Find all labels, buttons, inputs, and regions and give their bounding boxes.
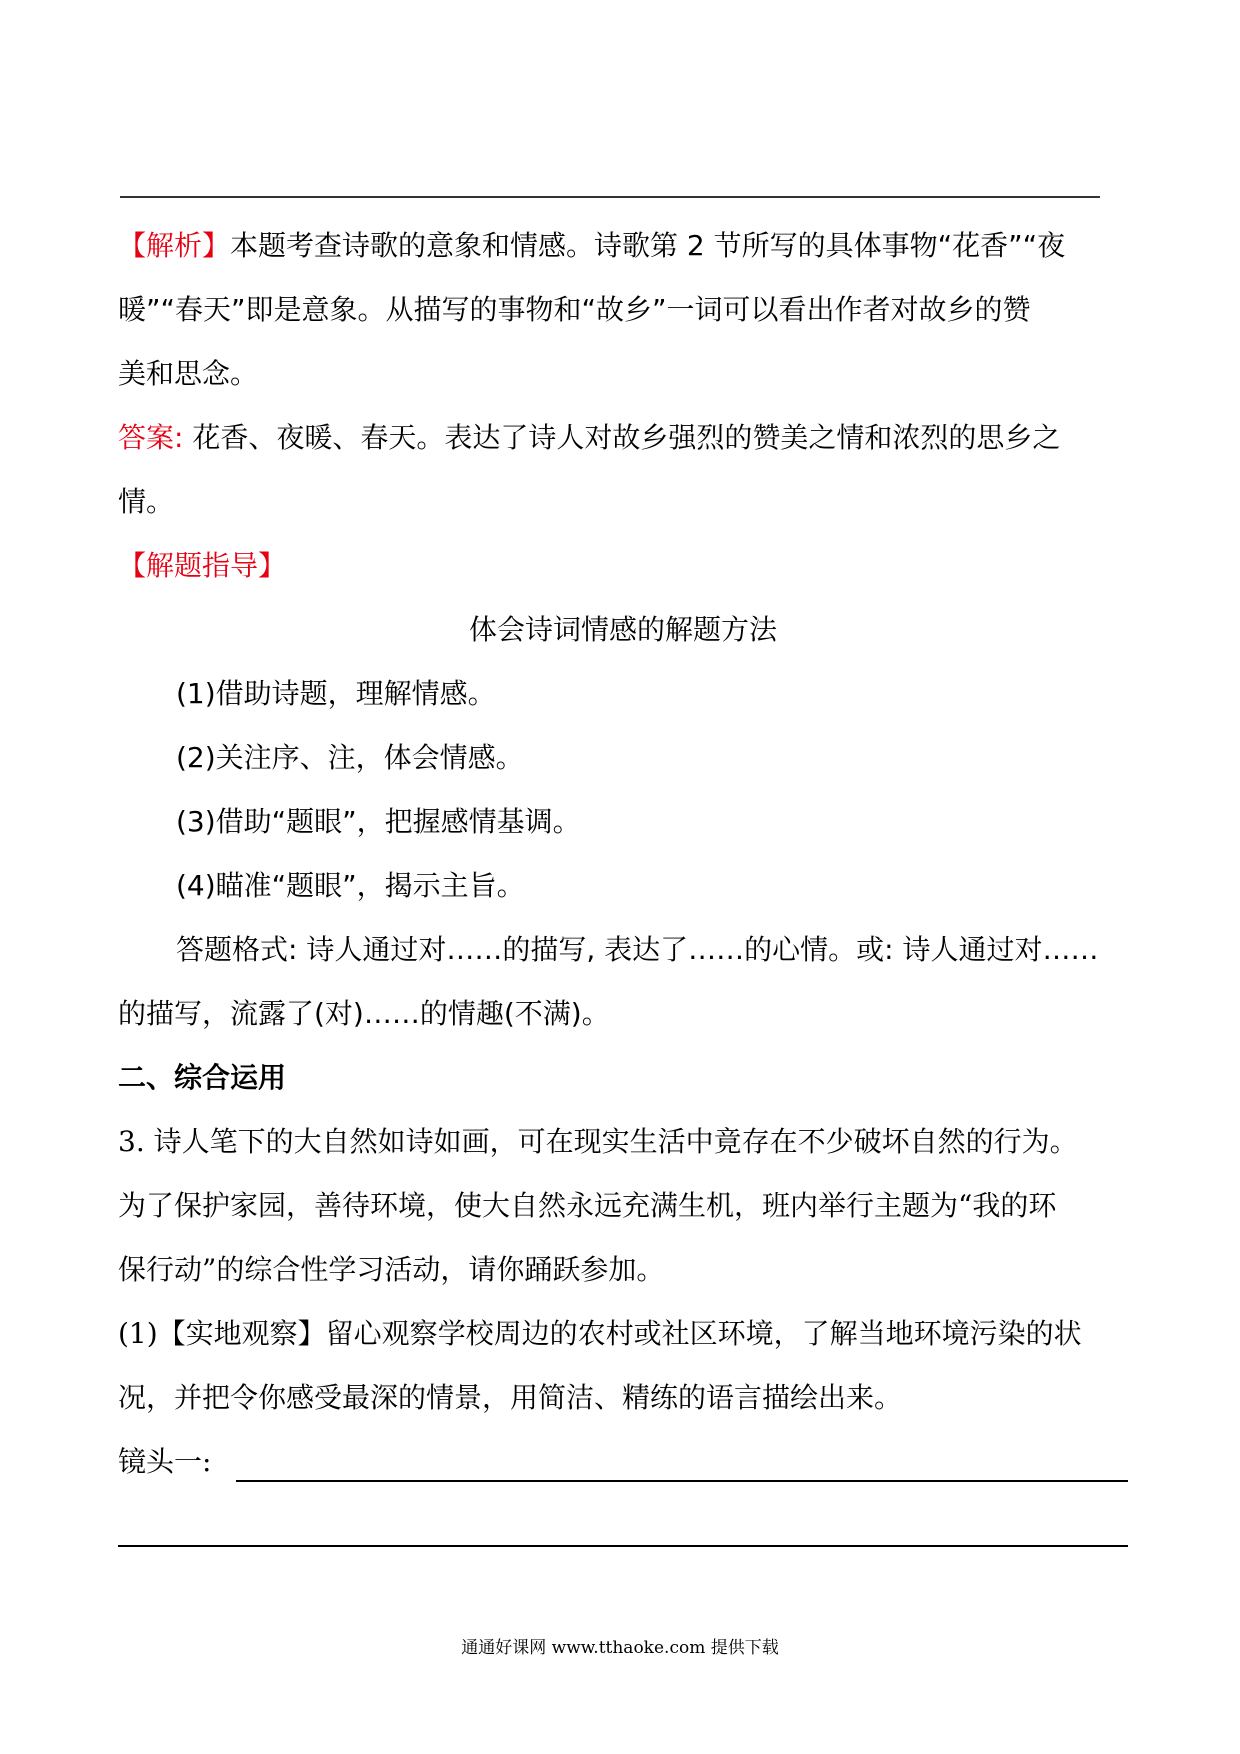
guide-item-1: (1)借助诗题，理解情感。 — [176, 677, 496, 710]
guide-tag: 【解题指导】 — [118, 549, 287, 582]
guide-format-line-1: 答题格式: 诗人通过对……的描写, 表达了……的心情。或: 诗人通过对…… — [176, 933, 1099, 966]
analysis-line-2: 暖”“春天”即是意象。从描写的事物和“故乡”一词可以看出作者对故乡的赞 — [118, 293, 1031, 326]
subquestion-1-line-1: (1)【实地观察】留心观察学校周边的农村或社区环境，了解当地环境污染的状 — [118, 1317, 1082, 1350]
section-heading: 二、综合运用 — [118, 1061, 287, 1094]
shot-1-answer-blank[interactable] — [236, 1480, 1128, 1482]
subquestion-1-line-2: 况，并把令你感受最深的情景，用简洁、精练的语言描绘出来。 — [118, 1381, 903, 1414]
question-3-line-1: 3. 诗人笔下的大自然如诗如画，可在现实生活中竟存在不少破坏自然的行为。 — [118, 1125, 1078, 1158]
question-3-line-2: 为了保护家园，善待环境，使大自然永远充满生机，班内举行主题为“我的环 — [118, 1189, 1057, 1222]
answer-line-2: 情。 — [118, 485, 175, 518]
footer-source: 通通好课网 www.tthaoke.com 提供下载 — [461, 1638, 779, 1658]
top-divider — [120, 196, 1100, 198]
question-3-line-3: 保行动”的综合性学习活动，请你踊跃参加。 — [118, 1253, 665, 1286]
answer-text-1: 花香、夜暖、春天。表达了诗人对故乡强烈的赞美之情和浓烈的思乡之 — [183, 421, 1061, 454]
answer-line-1 — [118, 418, 1128, 458]
shot-1-label: 镜头一: — [118, 1445, 212, 1478]
analysis-tag: 【解析】 — [118, 229, 231, 262]
analysis-line-1 — [118, 226, 1128, 266]
guide-item-4: (4)瞄准“题眼”，揭示主旨。 — [176, 869, 525, 902]
answer-tag: 答案: — [118, 421, 184, 454]
guide-format-line-2: 的描写，流露了(对)……的情趣(不满)。 — [118, 997, 610, 1030]
analysis-text-1: 本题考查诗歌的意象和情感。诗歌第 2 节所写的具体事物“花香”“夜 — [230, 229, 1066, 262]
guide-title: 体会诗词情感的解题方法 — [468, 613, 777, 646]
guide-item-3: (3)借助“题眼”，把握感情基调。 — [176, 805, 581, 838]
shot-1-answer-blank-2[interactable] — [118, 1545, 1128, 1547]
guide-item-2: (2)关注序、注，体会情感。 — [176, 741, 524, 774]
analysis-line-3: 美和思念。 — [118, 357, 259, 390]
